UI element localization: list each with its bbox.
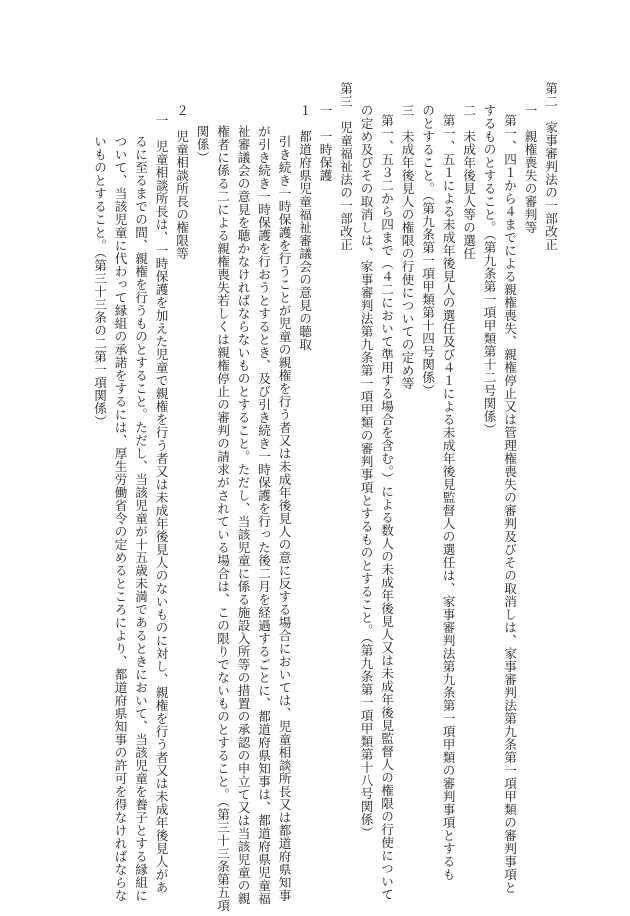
paragraph-line: 引き続き一時保護を行うことが児童の親権を行う者又は未成年後見人の意に反する場合においては、児童相談所長又は都道府県知事	[276, 135, 292, 902]
paragraph-line: するものとすること。（第九条第一項甲類第十二号関係）	[481, 104, 497, 436]
paragraph-line: 権者に係る二による親権喪失若しくは親権停止の審判の請求がされている場合は、この限りでないものとすること。（第三十三条第五項	[215, 125, 230, 912]
paragraph-line: ついて、当該児童に代わって縁組の承諾をするには、厚生労働省令の定めるところにより、都道府県知事の許可を得なければならな	[112, 135, 128, 902]
paragraph-line: 第一、四１から４までによる親権喪失、親権停止又は管理権喪失の審判及びその取消しは、家事審判法第九条第一項甲類の審判事項と	[502, 114, 517, 894]
subheading-parental-loss: 一 親権喪失の審判等	[522, 104, 538, 234]
paragraph-line: 一 児童相談所長は、一時保護を加えた児童で親権を行う者又は未成年後見人のないものに対し、親権を行う者又は未成年後見人があ	[153, 114, 169, 894]
subheading-guardian-authority: 三 未成年後見人の権限の行使についての定め等	[399, 104, 415, 390]
paragraph-line: のとすること。（第九条第一項甲類第十四号関係）	[420, 104, 435, 397]
subheading-guardian-appointment: 二 未成年後見人等の選任	[461, 104, 476, 260]
paragraph-line: 第一、五３二から四まで（４二において準用する場合を含む。）による数人の未成年後見人又は未成年後見監督人の権限の行使について	[379, 114, 394, 901]
paragraph-line: るに至るまでの間、親権を行うものとすること。ただし、当該児童が十五歳未満であるときにおいて、当該児童を養子とする縁組に	[133, 135, 148, 902]
paragraph-line: の定め及びその取消しは、家事審判法第九条第一項甲類の審判事項とするものとすること。（第九条第一項甲類第十八号関係）	[358, 104, 374, 839]
paragraph-line: が引き続き一時保護を行おうとするとき、及び引き続き一時保護を行った後二月を経過するごとに、都道府県知事は、都道府県児童福	[256, 125, 271, 905]
paragraph-line: 第一、五１による未成年後見人の選任及び４１による未成年後見監督人の選任は、家事審判法第九条第一項甲類の審判事項とするも	[440, 114, 456, 881]
paragraph-line: 関係）	[194, 125, 210, 164]
paragraph-line: 祉審議会の意見を聴かなければならないものとすること。ただし、当該児童に係る施設入所等の措置の承認の申立て又は当該児童の親	[235, 125, 251, 905]
sub-subheading-council-opinion: １ 都道府県児童福祉審議会の意見の聴取	[297, 104, 312, 351]
subheading-temporary-protection: 一 一時保護	[317, 104, 333, 182]
paragraph-line: いものとすること。（第三十三条の二第一項関係）	[92, 135, 107, 428]
section-heading-child-welfare-act: 第三 児童福祉法の一部改正	[338, 82, 353, 251]
section-heading-family-affairs-act: 第二 家事審判法の一部改正	[543, 82, 558, 251]
sub-subheading-director-authority: ２ 児童相談所長の権限等	[174, 104, 189, 260]
